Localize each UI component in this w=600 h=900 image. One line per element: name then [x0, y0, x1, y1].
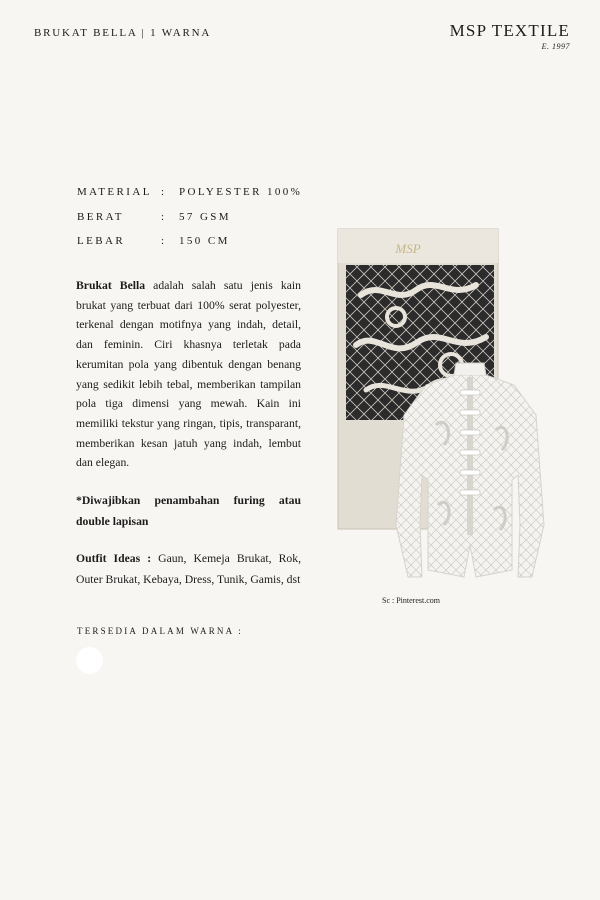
spec-label: MATERIAL: [77, 186, 152, 198]
spec-value: 57 GSM: [179, 210, 231, 223]
description-text: adalah salah satu jenis kain brukat yang terbuat dari 100% serat polyester, terkenal dengan motifnya yang indah, detail, dan feminin. Ciri khasnya terletak pada kerumitan pola yang dibentuk dengan benang yang sedikit lebih tebal, memberikan tampilan pola tiga dimensi yang mewah. Kain ini memiliki tekstur yang ringan, tipis, transparant, memberikan kesan jatuh yang indah, lembut dan elegan.: [76, 279, 301, 470]
spec-colon: :: [161, 186, 167, 198]
spec-label: LEBAR: [77, 235, 126, 247]
swatch-logo: MSP: [395, 241, 421, 256]
page-title: BRUKAT BELLA | 1 WARNA: [34, 27, 212, 39]
photo-source-caption: Sc : Pinterest.com: [382, 596, 440, 605]
spec-colon: :: [161, 210, 167, 223]
brand-name: MSP TEXTILE: [449, 21, 570, 40]
outfit-ideas-text: Gaun, Kemeja Brukat, Rok, Outer Brukat, Kebaya, Dress, Tunik, Gamis, dst: [76, 552, 301, 586]
spec-row-weight: [77, 211, 302, 236]
brand-established: E. 1997: [541, 42, 570, 51]
lining-note: *Diwajibkan penambahan furing atau double lapisan: [76, 494, 301, 528]
spec-label: BERAT: [77, 210, 124, 223]
product-photo: [336, 225, 572, 585]
spec-value: POLYESTER 100%: [179, 186, 303, 198]
description-product-name: Brukat Bella: [76, 279, 146, 292]
brand-logo: [450, 21, 570, 51]
spec-colon: :: [161, 235, 167, 247]
outfit-ideas-label: Outfit Ideas :: [76, 552, 152, 565]
color-swatch-white[interactable]: [76, 647, 103, 674]
available-colors-label: TERSEDIA DALAM WARNA :: [77, 626, 243, 636]
spec-row-width: [77, 235, 302, 260]
lace-jacket: [396, 363, 544, 577]
spec-row-material: [77, 186, 302, 211]
spec-value: 150 CM: [179, 235, 230, 247]
spec-table: [77, 186, 302, 260]
product-description: [76, 276, 301, 473]
outfit-ideas: [76, 548, 301, 590]
